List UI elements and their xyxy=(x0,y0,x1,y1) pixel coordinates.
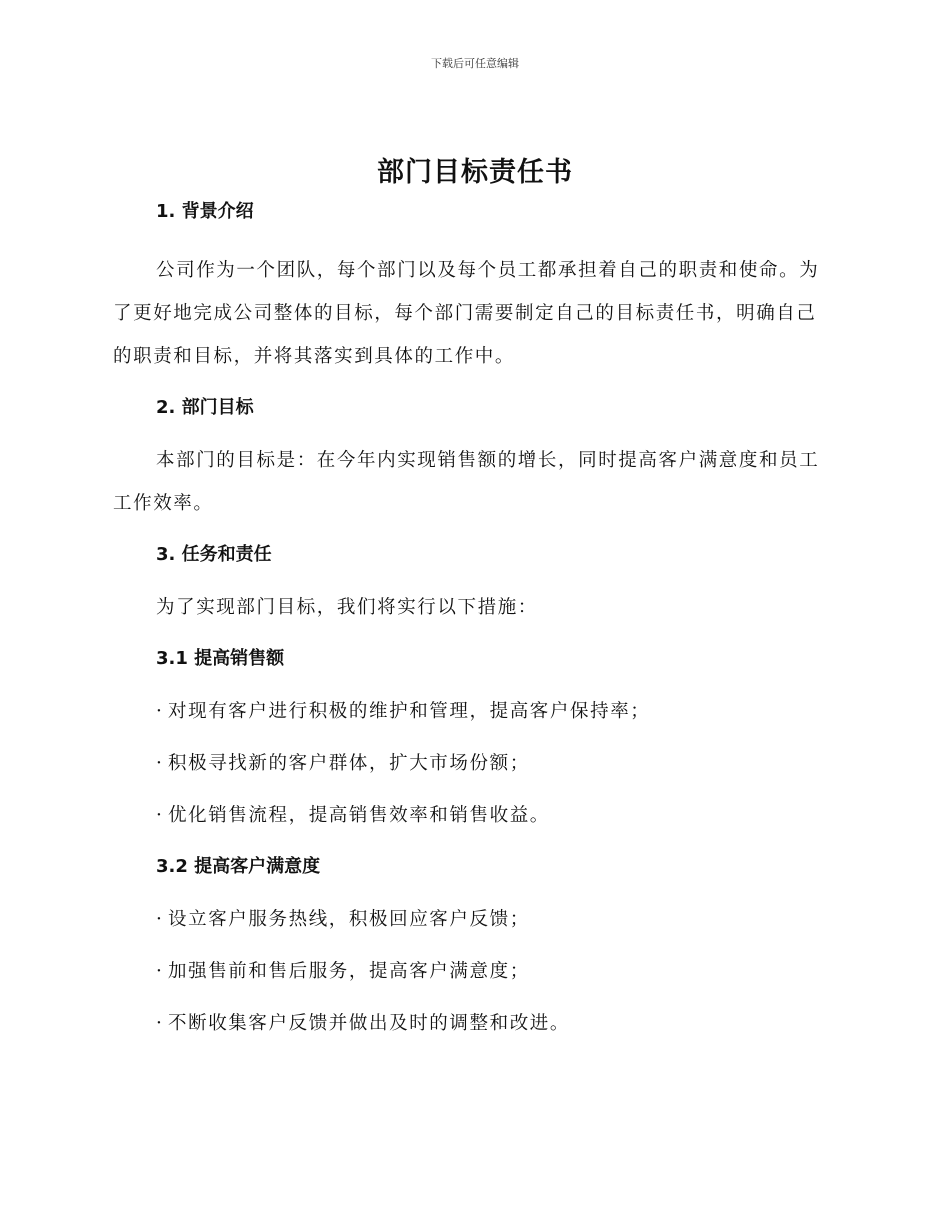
document-body xyxy=(113,197,833,1045)
section-heading-satisfaction: 3.2 提高客户满意度 xyxy=(156,856,321,877)
paragraph-background: 公司作为一个团队，每个部门以及每个员工都承担着自己的职责和使命。为了更好地完成公司整体的目标，每个部门需要制定自己的目标责任书，明确自己的职责和目标，并将其落实到具体的工作中。 xyxy=(113,260,820,367)
list-item-text: 加强售前和售后服务，提高客户满意度； xyxy=(168,961,530,982)
bullet-dot: · xyxy=(156,805,164,826)
bullet-dot: · xyxy=(156,961,164,982)
paragraph-goals: 本部门的目标是：在今年内实现销售额的增长，同时提高客户满意度和员工工作效率。 xyxy=(113,450,820,514)
list-sales xyxy=(113,690,833,837)
bullet-dot: · xyxy=(156,1013,164,1034)
list-satisfaction xyxy=(113,898,833,1045)
list-item-text: 积极寻找新的客户群体，扩大市场份额； xyxy=(168,753,530,774)
list-item xyxy=(113,950,833,993)
list-item-text: 对现有客户进行积极的维护和管理，提高客户保持率； xyxy=(168,701,651,722)
bullet-dot: · xyxy=(156,909,164,930)
list-item-text: 设立客户服务热线，积极回应客户反馈； xyxy=(168,909,530,930)
bullet-dot: · xyxy=(156,701,164,722)
list-item-text: 不断收集客户反馈并做出及时的调整和改进。 xyxy=(168,1013,571,1034)
section-heading-goals: 2. 部门目标 xyxy=(156,397,254,418)
list-item xyxy=(113,794,833,837)
list-item-text: 优化销售流程，提高销售效率和销售收益。 xyxy=(168,805,550,826)
list-item xyxy=(113,898,833,941)
section-heading-background: 1. 背景介绍 xyxy=(156,201,254,222)
list-item xyxy=(113,690,833,733)
header-note: 下载后可任意编辑 xyxy=(431,57,519,70)
list-item xyxy=(113,742,833,785)
list-item xyxy=(113,1002,833,1045)
document-title: 部门目标责任书 xyxy=(377,157,573,188)
paragraph-tasks: 为了实现部门目标，我们将实行以下措施： xyxy=(156,597,538,618)
section-heading-sales: 3.1 提高销售额 xyxy=(156,648,285,669)
bullet-dot: · xyxy=(156,753,164,774)
section-heading-tasks: 3. 任务和责任 xyxy=(156,544,272,565)
